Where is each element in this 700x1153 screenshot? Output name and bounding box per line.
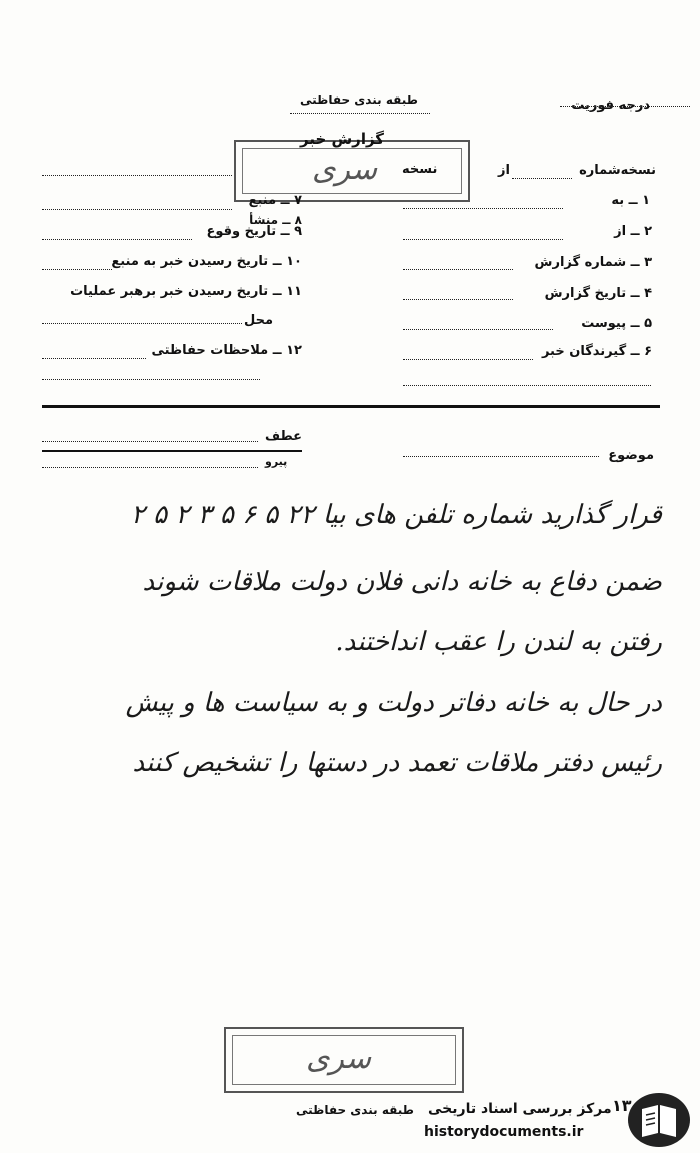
field-report-number-dots [403,268,513,270]
book-icon [628,1093,690,1147]
field-security-notes-dots-2 [42,378,260,380]
secret-stamp-bottom [224,1027,464,1093]
field-report-date-dots [403,298,513,300]
handwritten-line-5: رئیس دفتر ملاقات تعمد در دستها را تشخیص کنند [132,748,662,778]
handwritten-line-3: رفتن به لندن را عقب انداختند. [335,627,662,657]
reference-dots [42,440,258,442]
field-attachment-dots [403,328,553,330]
classification-label-top: طبقه بندی حفاظتی [300,93,418,107]
follow-up-label: پیرو [265,455,288,468]
handwritten-line-2: ضمن دفاع به خانه دانی فلان دولت ملاقات شوند [142,567,662,597]
page-number: ۱۳ [612,1096,632,1115]
priority-underline [560,105,690,107]
field-source-received-dots [42,268,112,270]
field-leader-received-date: ۱۱ ــ تاریخ رسیدن خبر برهبر عملیات [70,284,302,299]
report-title: گزارش خبر [300,130,385,148]
classification-label-bottom: طبقه بندی حفاظتی [296,1103,414,1117]
field-recipients-dots-2 [403,384,651,386]
reference-label: عطف [265,429,303,444]
archive-name: مرکز بررسی اسناد تاریخی [428,1101,612,1117]
field-from-dots [403,238,563,240]
reference-divider [42,450,302,452]
field-place: محل [244,313,274,328]
classification-underline [290,112,430,114]
subject-dots [403,455,599,457]
field-from: ۲ ــ از [614,224,652,239]
field-security-notes: ۱۲ ــ ملاحظات حفاظتی [151,343,302,358]
field-source: ۷ ــ منبع [248,193,302,208]
field-source-dots-top [42,174,232,176]
copy-number-dots [512,177,572,179]
stamp-word: سری [312,152,378,187]
field-recipients: ۶ ــ گیرندگان خبر [541,344,652,359]
field-security-notes-dots [42,357,146,359]
field-report-date: ۴ ــ تاریخ گزارش [544,286,652,301]
subject-label: موضوع [608,448,654,463]
archive-url: historydocuments.ir [424,1124,584,1140]
from-label: از [498,163,510,178]
stamp-word-bottom: سری [306,1041,372,1076]
handwritten-line-1: قرار گذارید شماره تلفن های بیا ۲۲ ۵ ۶ ۵ ۳ ۲ ۵ ۲ [130,500,662,530]
follow-up-dots [42,466,258,468]
field-origin: ۸ ــ منشأ [249,213,302,227]
field-source-received-date: ۱۰ ــ تاریخ رسیدن خبر به منبع [111,254,302,269]
field-to-dots [403,207,563,209]
field-occurrence-date-dots [42,238,192,240]
field-place-dots [42,322,242,324]
copy-label: نسخه [402,162,438,177]
field-attachment: ۵ ــ پیوست [581,316,652,331]
field-recipients-dots [403,358,533,360]
section-divider [42,405,660,408]
archive-logo-icon [628,1093,690,1147]
handwritten-line-4: در حال به خانه دفاتر دولت و به سیاست ها و پیش [125,688,662,718]
priority-label: درجه فوریت [571,98,650,113]
copy-number-label: نسخه‌شماره [579,163,656,178]
field-origin-dots [42,208,232,210]
field-occurrence-date: ۹ ــ تاریخ وقوع [206,224,302,239]
field-to: ۱ ــ به [611,193,650,208]
field-report-number: ۳ ــ شماره گزارش [534,255,652,270]
